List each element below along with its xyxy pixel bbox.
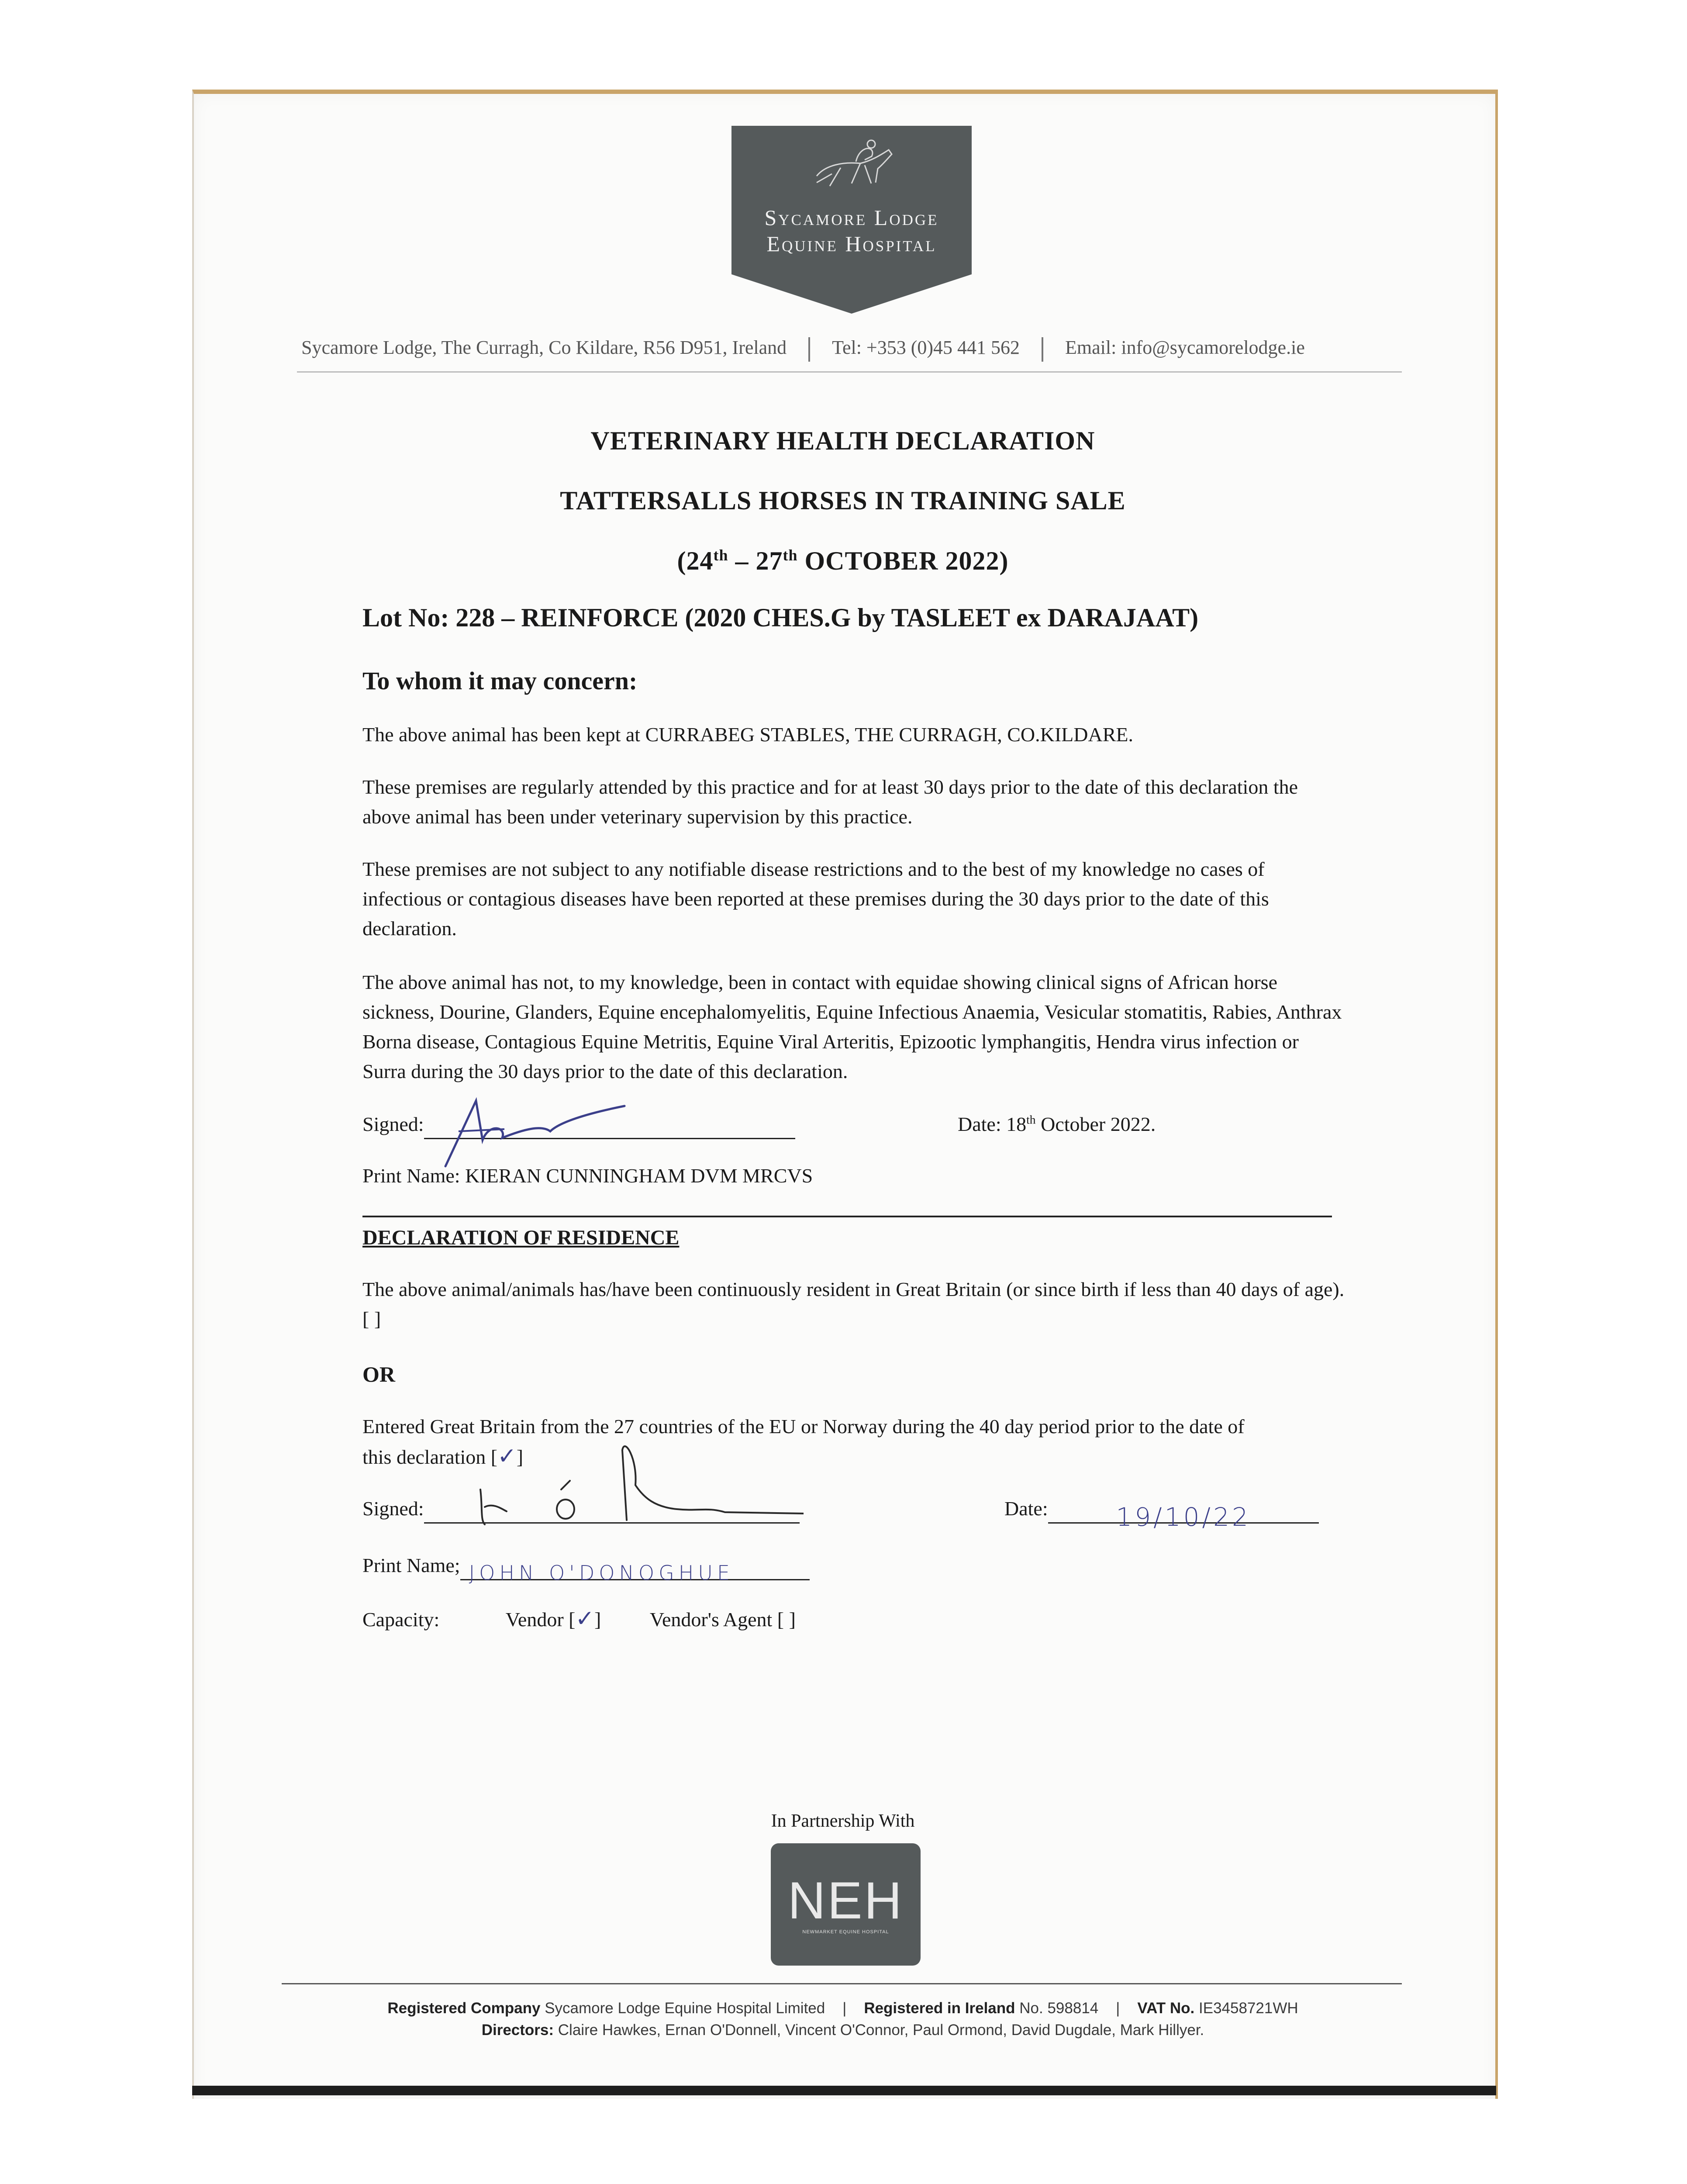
eu-checkmark: ✓ bbox=[497, 1443, 517, 1469]
vendor-date-value: 19/10/22 bbox=[1116, 1502, 1251, 1532]
vendor-print-label: Print Name; bbox=[362, 1554, 460, 1576]
residence-paragraph-eu: Entered Great Britain from the 27 countries of the EU or Norway during the 40 day period prior to the date of this declaration [✓] bbox=[362, 1415, 1245, 1469]
vet-signature-scribble bbox=[428, 1088, 629, 1171]
paragraph-restrictions: These premises are not subject to any notifiable disease restrictions and to the best of my knowledge no cases of infectious or contagious diseases have been reported at these premises during the 30 days prior to the date of this declaration. bbox=[362, 858, 1269, 940]
vendor-option: Vendor [✓] bbox=[505, 1606, 601, 1632]
contact-line bbox=[301, 336, 1402, 362]
title-declaration: VETERINARY HEALTH DECLARATION bbox=[590, 426, 1095, 455]
partnership-label: In Partnership With bbox=[771, 1811, 915, 1831]
title-sale: TATTERSALLS HORSES IN TRAINING SALE bbox=[560, 486, 1126, 515]
vet-print-name: Print Name: KIERAN CUNNINGHAM DVM MRCVS bbox=[362, 1165, 813, 1187]
tel-text: Tel: +353 (0)45 441 562 bbox=[832, 337, 1020, 358]
scan-edge-bar bbox=[192, 2086, 1496, 2095]
divider bbox=[1042, 337, 1043, 362]
vendor-signed-label: Signed: bbox=[362, 1497, 424, 1520]
capacity-row bbox=[362, 1604, 796, 1635]
footer-directors: Directors: Claire Hawkes, Ernan O'Donnell, Vincent O'Connor, Paul Ormond, David Dugdale, Mark Hillyer. bbox=[481, 2022, 1204, 2039]
vendor-print-value: JOHN O'DONOGHUE bbox=[469, 1561, 735, 1585]
residence-or: OR bbox=[362, 1362, 395, 1386]
neh-logo-subtitle: NEWMARKET EQUINE HOSPITAL bbox=[802, 1929, 889, 1935]
vendor-agent-option: Vendor's Agent [ ] bbox=[649, 1608, 796, 1631]
paragraph-contact: The above animal has not, to my knowledge, been in contact with equidae showing clinical signs of African horse sickness, Dourine, Glanders, Equine encephalomyelitis, Equine Infectious Anaemia, Vesicular stomatitis, Rabies, Anthrax Borna disease, Contagious Equine Metritis, Equine Viral Arteritis, Epizootic lymphangitis, Hendra virus infection or Surra during the 30 days prior to the date of this declaration. bbox=[362, 971, 1342, 1082]
vendor-date-row bbox=[1004, 1494, 1319, 1532]
footer-registration: Registered Company Sycamore Lodge Equine Hospital Limited | Registered in Ireland No. 598814 | VAT No. IE3458721WH bbox=[387, 2000, 1298, 2017]
neh-logo-letters: NEH bbox=[787, 1871, 904, 1930]
vendor-checkmark: ✓ bbox=[575, 1606, 595, 1632]
divider bbox=[808, 337, 810, 362]
vendor-print-field bbox=[460, 1561, 810, 1585]
email-text: Email: info@sycamorelodge.ie bbox=[1065, 337, 1305, 358]
salutation: To whom it may concern: bbox=[362, 667, 638, 695]
residence-paragraph-gb: The above animal/animals has/have been continuously resident in Great Britain (or since birth if less than 40 days of age). [ ] bbox=[362, 1278, 1345, 1330]
footer-rule bbox=[282, 1983, 1402, 1984]
logo-pennant bbox=[731, 274, 972, 314]
vendor-date-field bbox=[1048, 1502, 1319, 1532]
title-dates: (24th – 27th OCTOBER 2022) bbox=[677, 546, 1009, 575]
residence-heading: DECLARATION OF RESIDENCE bbox=[362, 1226, 680, 1249]
horse-rider-icon bbox=[799, 135, 904, 200]
logo-name-line2: Equine Hospital bbox=[766, 232, 937, 256]
hospital-logo bbox=[731, 126, 972, 274]
vendor-date-label: Date: bbox=[1004, 1497, 1048, 1520]
lot-line: Lot No: 228 – REINFORCE (2020 CHES.G by TASLEET ex DARAJAAT) bbox=[362, 603, 1199, 632]
paragraph-supervision: These premises are regularly attended by this practice and for at least 30 days prior to the date of this declaration the above animal has been under veterinary supervision by this practice. bbox=[362, 776, 1298, 828]
header-rule bbox=[297, 371, 1402, 373]
vet-date: Date: 18th October 2022. bbox=[958, 1113, 1156, 1135]
section-divider bbox=[362, 1216, 1332, 1217]
capacity-label: Capacity: bbox=[362, 1608, 440, 1631]
address-text: Sycamore Lodge, The Curragh, Co Kildare, R56 D951, Ireland bbox=[301, 337, 787, 358]
vendor-print-row bbox=[362, 1551, 810, 1585]
neh-logo bbox=[771, 1843, 921, 1966]
logo-name-line1: Sycamore Lodge bbox=[764, 205, 939, 230]
vet-signed-label: Signed: bbox=[362, 1113, 424, 1135]
vendor-signature-scribble bbox=[472, 1433, 804, 1529]
paragraph-kept-at: The above animal has been kept at CURRABEG STABLES, THE CURRAGH, CO.KILDARE. bbox=[362, 723, 1134, 746]
document-sheet bbox=[192, 90, 1498, 2099]
